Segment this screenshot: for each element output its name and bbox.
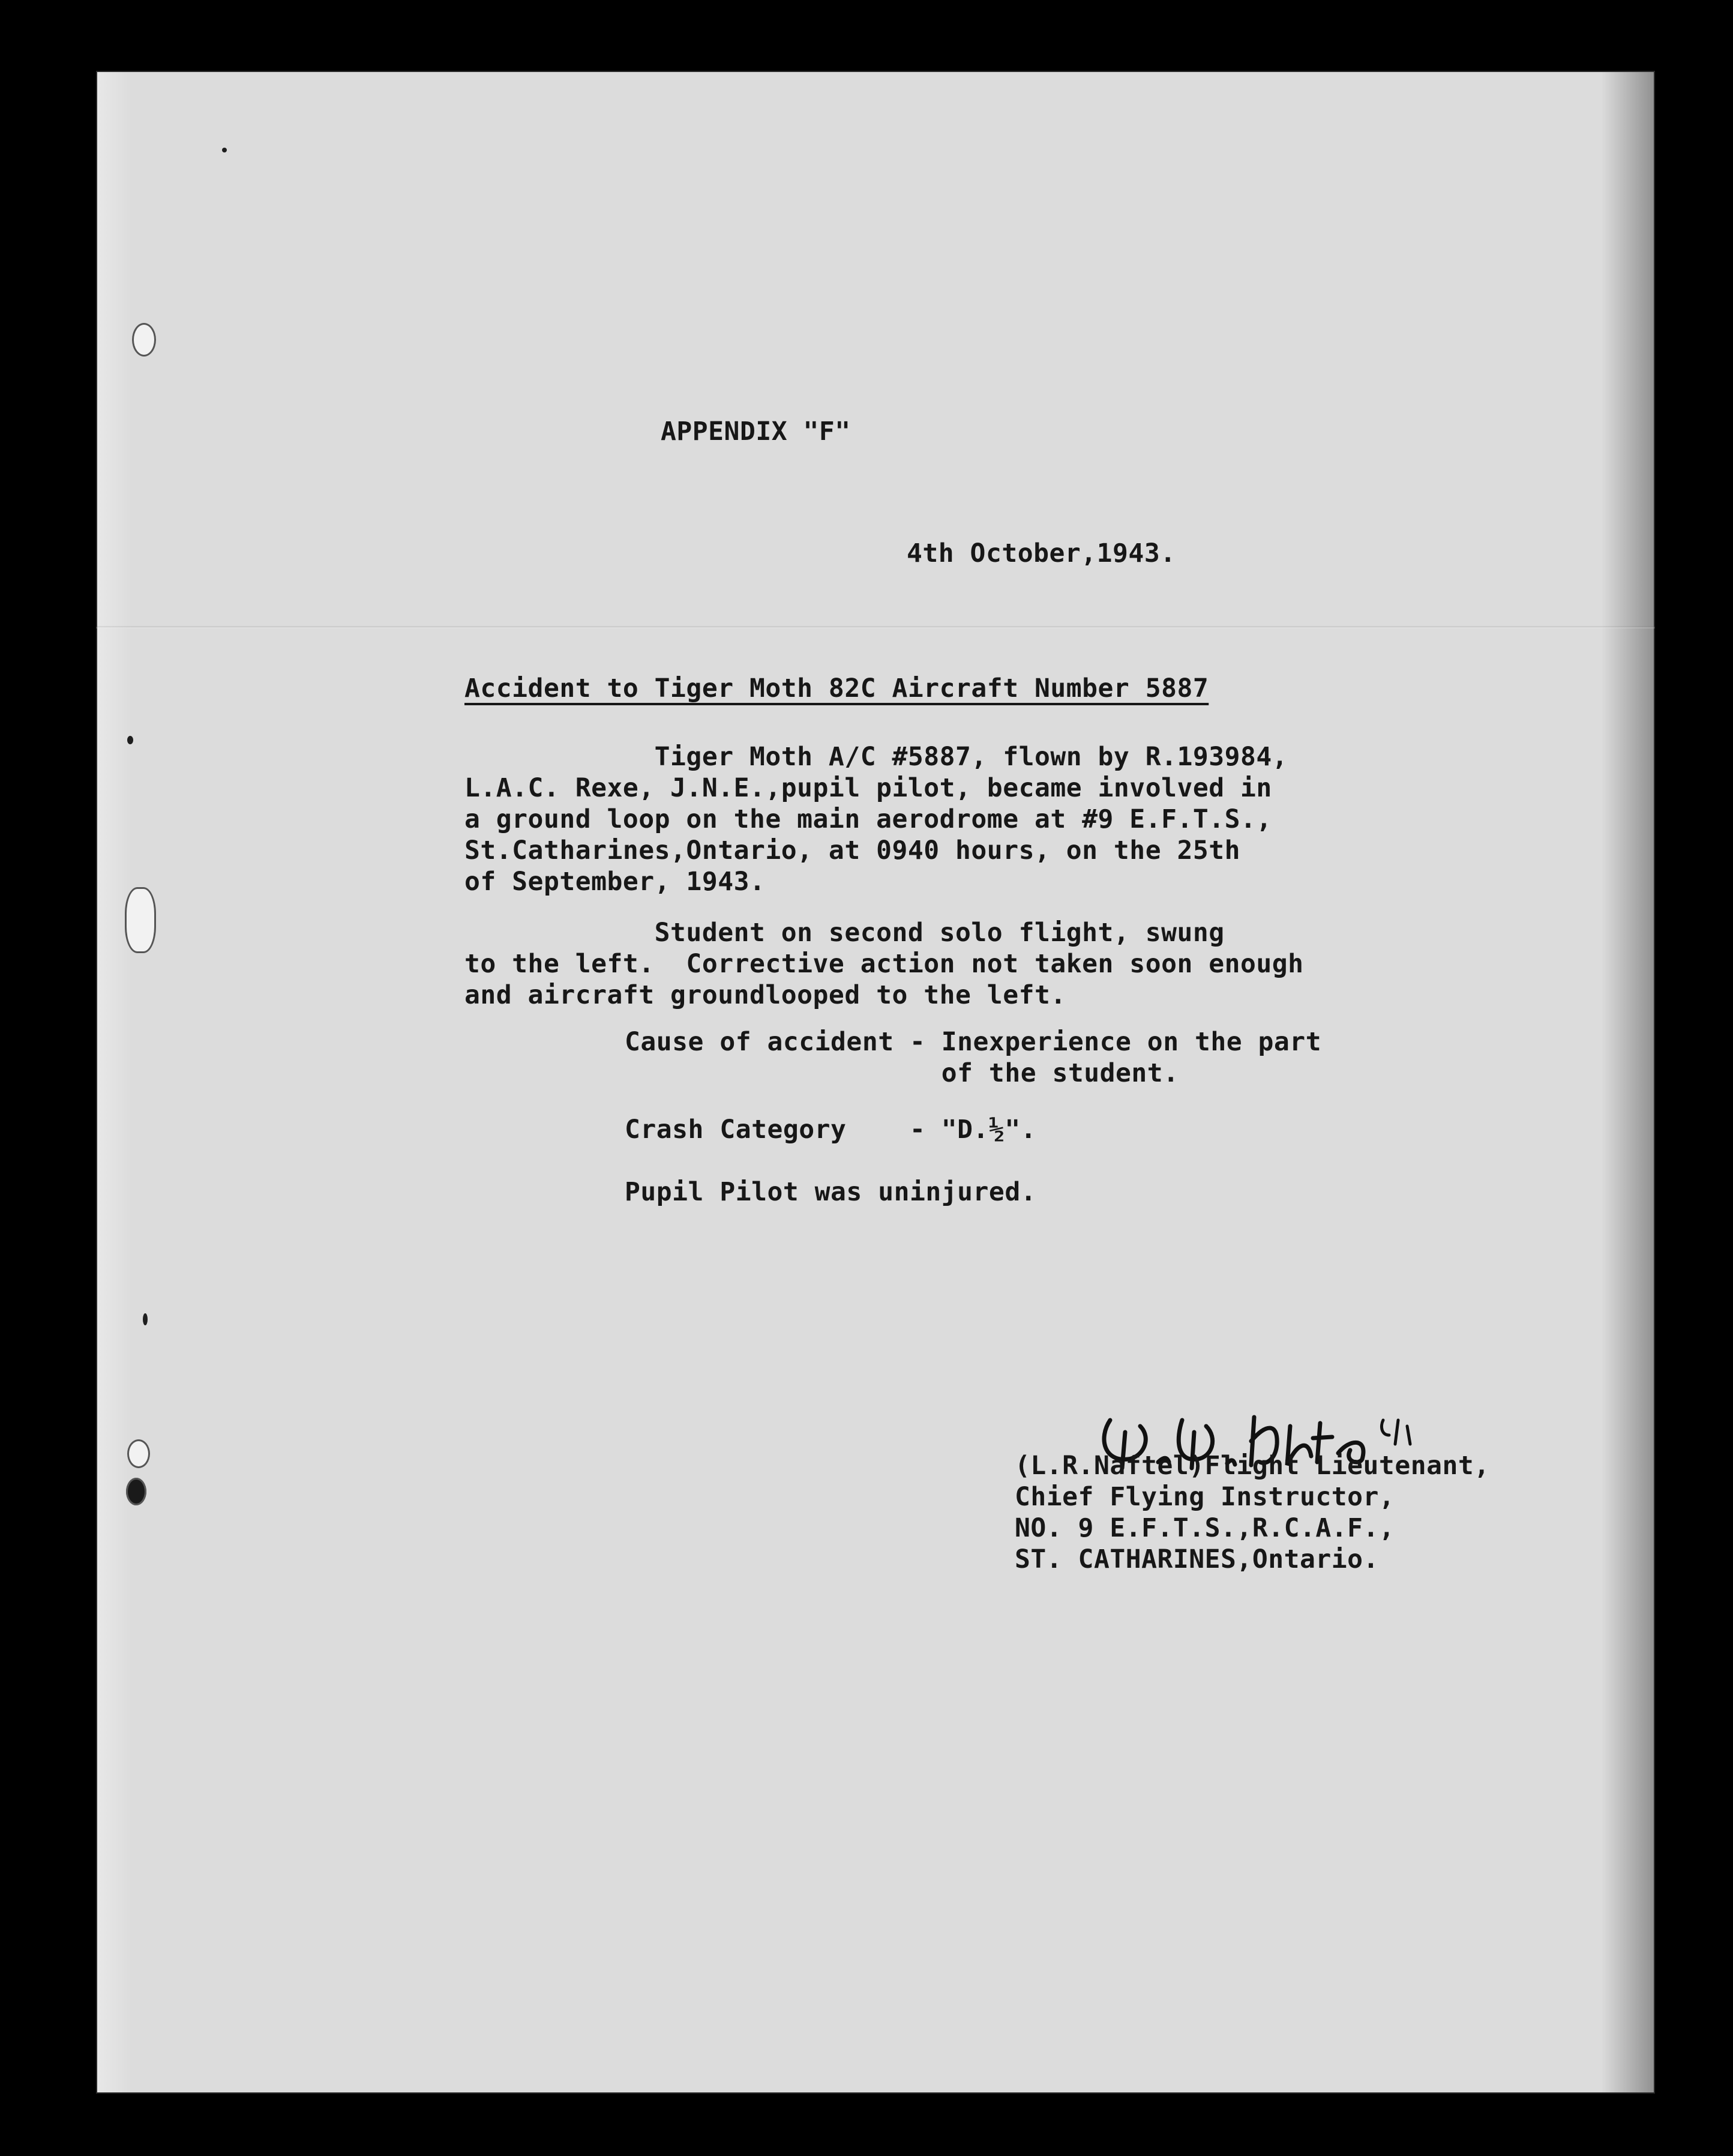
signature-block: (L.R.Naftel)Flight Lieutenant, Chief Flying Instructor, NO. 9 E.F.T.S.,R.C.A.F., ST. CATHARINES,Ontario. — [1015, 1451, 1490, 1574]
paragraph-accident-description: Tiger Moth A/C #5887, flown by R.193984, L.A.C. Rexe, J.N.E.,pupil pilot, became involved in a ground loop on the main aerodrome at #9 E.F.T.S., St.Catharines,Ontario, at 0940 hours, on the 25th of September, 1943. — [464, 742, 1288, 897]
paper-speck — [222, 148, 227, 152]
paragraph-flight-details: Student on second solo flight, swung to the left. Corrective action not taken soon enough and aircraft groundlooped to the left. — [464, 918, 1304, 1010]
punch-hole — [125, 887, 156, 953]
document-date: 4th October,1943. — [907, 538, 1176, 568]
cause-of-accident: Cause of accident - Inexperience on the part of the student. — [625, 1027, 1322, 1088]
punch-hole — [127, 1439, 150, 1468]
injury-status: Pupil Pilot was uninjured. — [625, 1177, 1037, 1207]
punch-hole — [126, 1478, 146, 1505]
paper-fold-line — [96, 626, 1655, 628]
subject-line: Accident to Tiger Moth 82C Aircraft Number 5887 — [464, 673, 1209, 703]
paper-speck — [127, 736, 133, 744]
document-page — [96, 71, 1655, 2094]
appendix-heading: APPENDIX "F" — [661, 417, 851, 447]
punch-hole — [132, 323, 156, 357]
paper-speck — [143, 1313, 148, 1325]
crash-category: Crash Category - "D.½". — [625, 1115, 1037, 1145]
